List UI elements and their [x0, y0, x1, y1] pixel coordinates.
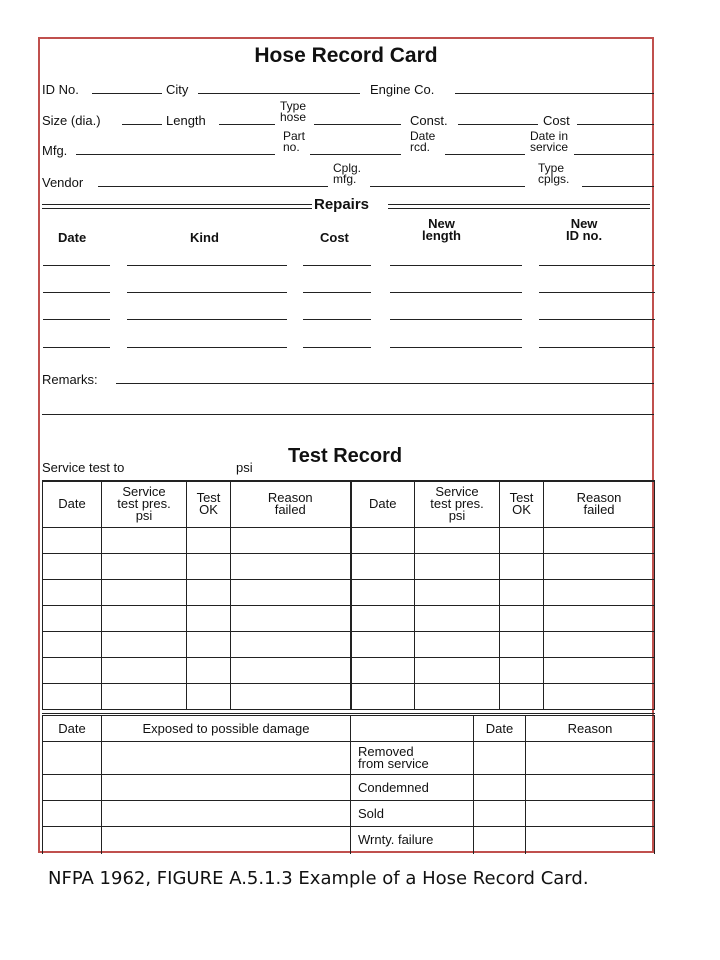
disp-col-date-2: Date — [474, 715, 526, 742]
type-cplgs-label: Type cplgs. — [538, 161, 570, 186]
disp-col-exposed: Exposed to possible damage — [102, 715, 351, 742]
psi-label: psi — [236, 460, 253, 475]
cplg-mfg-line[interactable] — [370, 186, 525, 187]
repairs-col-date: Date — [58, 230, 87, 245]
part-no-label: Part no. — [283, 129, 306, 154]
city-label: City — [166, 82, 189, 97]
card-title: Hose Record Card — [254, 44, 438, 67]
mfg-label: Mfg. — [42, 143, 68, 158]
remarks-line-2[interactable] — [42, 414, 654, 415]
disp-col-blank — [351, 715, 474, 742]
test-col-service-pres: Service test pres. psi — [102, 481, 187, 527]
test-record-row[interactable] — [43, 527, 655, 553]
vendor-line[interactable] — [98, 186, 328, 187]
reason-condemned: Condemned — [351, 775, 474, 801]
length-line[interactable] — [219, 124, 275, 125]
disp-col-reason: Reason — [526, 715, 655, 742]
repairs-heading: Repairs — [314, 196, 370, 213]
size-line[interactable] — [122, 124, 162, 125]
repairs-rule-right — [388, 204, 650, 209]
mfg-line[interactable] — [76, 154, 275, 155]
part-no-line[interactable] — [310, 154, 401, 155]
cost-label: Cost — [543, 113, 570, 128]
id-no-label: ID No. — [42, 82, 79, 97]
test-record-row[interactable] — [43, 605, 655, 631]
disposition-row[interactable] — [43, 742, 655, 775]
disposition-row[interactable] — [43, 775, 655, 801]
disposition-row[interactable] — [43, 827, 655, 854]
test-col-test-ok: Test OK — [187, 481, 231, 527]
remarks-label: Remarks: — [42, 372, 98, 387]
test-col-date: Date — [43, 481, 102, 527]
date-in-service-line[interactable] — [574, 154, 654, 155]
repairs-rule-left — [42, 204, 312, 209]
test-record-table — [42, 480, 655, 710]
remarks-line[interactable] — [116, 383, 654, 384]
date-rcd-label: Date rcd. — [410, 129, 436, 154]
disposition-header-row — [43, 715, 655, 742]
disposition-row[interactable] — [43, 801, 655, 827]
engine-co-label: Engine Co. — [370, 82, 435, 97]
date-in-service-label: Date in service — [530, 129, 569, 154]
type-cplgs-line[interactable] — [582, 186, 654, 187]
test-record-row[interactable] — [43, 657, 655, 683]
engine-co-line[interactable] — [455, 93, 654, 94]
cplg-mfg-label: Cplg. mfg. — [333, 161, 362, 186]
test-col-reason-failed: Reason failed — [231, 481, 351, 527]
test-record-row[interactable] — [43, 579, 655, 605]
test-record-row[interactable] — [43, 553, 655, 579]
reason-removed-from-service: Removed from service — [351, 742, 474, 775]
test-col-date-2: Date — [351, 481, 415, 527]
length-label: Length — [166, 113, 206, 128]
reason-sold: Sold — [351, 801, 474, 827]
size-label: Size (dia.) — [42, 113, 101, 128]
const-line[interactable] — [458, 124, 538, 125]
service-test-to-label: Service test to — [42, 460, 125, 475]
test-col-service-pres-2: Service test pres. psi — [415, 481, 500, 527]
test-col-test-ok-2: Test OK — [500, 481, 544, 527]
type-hose-label: Type hose — [280, 99, 307, 124]
repairs-col-new-length: New length — [422, 216, 461, 243]
vendor-label: Vendor — [42, 175, 84, 190]
figure-caption: NFPA 1962, FIGURE A.5.1.3 Example of a Hose Record Card. — [48, 868, 589, 889]
repairs-col-new-id: New ID no. — [566, 216, 603, 243]
disposition-table — [42, 713, 655, 854]
test-record-row[interactable] — [43, 683, 655, 709]
test-record-heading: Test Record — [288, 445, 403, 467]
reason-wrnty-failure: Wrnty. failure — [351, 827, 474, 854]
id-no-line[interactable] — [92, 93, 162, 94]
test-col-reason-failed-2: Reason failed — [544, 481, 655, 527]
repairs-col-kind: Kind — [190, 230, 219, 245]
city-line[interactable] — [198, 93, 360, 94]
cost-line[interactable] — [577, 124, 654, 125]
disp-col-date: Date — [43, 715, 102, 742]
hose-record-card — [38, 37, 654, 853]
date-rcd-line[interactable] — [445, 154, 525, 155]
const-label: Const. — [410, 113, 448, 128]
repairs-col-cost: Cost — [320, 230, 349, 245]
test-record-header-row — [43, 481, 655, 527]
type-hose-line[interactable] — [314, 124, 401, 125]
test-record-row[interactable] — [43, 631, 655, 657]
